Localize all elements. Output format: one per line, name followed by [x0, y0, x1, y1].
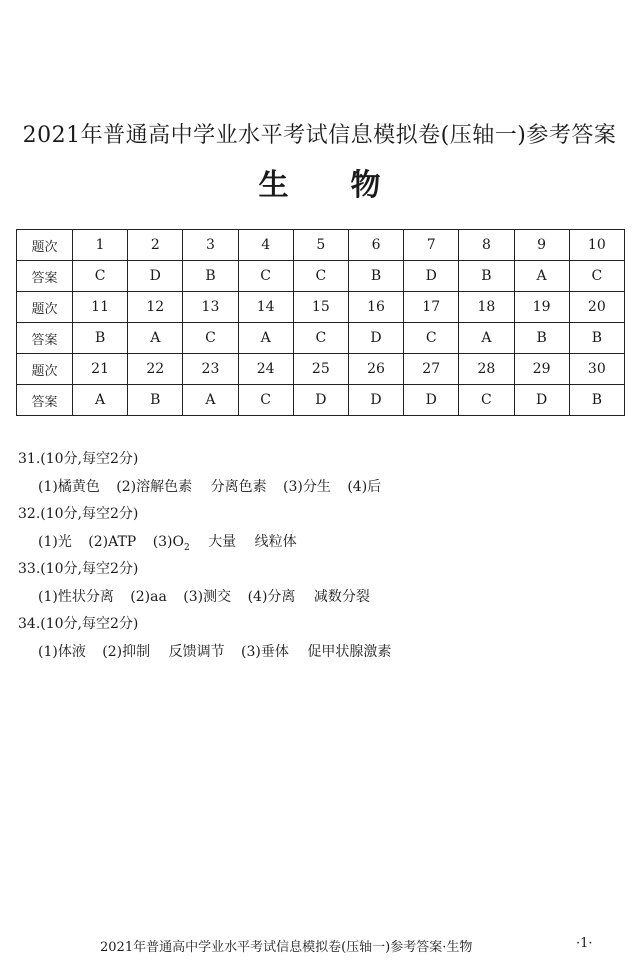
row-label-answer: 答案	[17, 261, 73, 292]
answer-part: (1)橘黄色	[38, 479, 100, 495]
question-number: 1	[73, 230, 128, 261]
answer-cell: B	[73, 323, 128, 354]
answer-part: 大量	[208, 534, 237, 550]
question-number: 7	[404, 230, 459, 261]
answer-part: (2)抑制	[102, 644, 151, 660]
answer-cell: C	[293, 261, 348, 292]
question-number: 20	[569, 292, 624, 323]
table-row-question-numbers	[17, 292, 625, 323]
document-title: 2021年普通高中学业水平考试信息模拟卷(压轴一)参考答案	[22, 123, 617, 148]
question-number: 18	[459, 292, 514, 323]
question-number: 4	[238, 230, 293, 261]
answer-part: (2)溶解色素	[116, 479, 193, 495]
question-31-answers	[18, 473, 623, 501]
row-label-question: 题次	[17, 230, 73, 261]
page-number: ·1·	[576, 936, 593, 951]
answer-cell: C	[404, 323, 459, 354]
answer-cell: D	[293, 385, 348, 416]
answer-part: (1)性状分离	[38, 589, 114, 605]
answer-cell: B	[348, 261, 403, 292]
answer-cell: B	[514, 323, 569, 354]
question-number: 14	[238, 292, 293, 323]
row-label-answer: 答案	[17, 323, 73, 354]
question-number: 25	[293, 354, 348, 385]
subscript-two: 2	[184, 542, 190, 553]
answer-part: (3)垂体	[241, 644, 289, 660]
answer-cell: C	[293, 323, 348, 354]
question-number: 10	[569, 230, 624, 261]
answer-part-oxygen	[152, 534, 190, 553]
answer-cell: C	[183, 323, 238, 354]
question-number: 22	[128, 354, 183, 385]
answer-cell: A	[514, 261, 569, 292]
answer-cell: D	[348, 385, 403, 416]
question-number: 3	[183, 230, 238, 261]
question-34-answers	[18, 638, 623, 666]
row-label-question: 题次	[17, 292, 73, 323]
question-number: 23	[183, 354, 238, 385]
answer-table	[16, 229, 625, 416]
answer-cell: C	[238, 385, 293, 416]
question-number: 15	[293, 292, 348, 323]
table-row-answers	[17, 261, 625, 292]
question-number: 19	[514, 292, 569, 323]
answer-cell: D	[128, 261, 183, 292]
question-33-header: 33.(10分,每空2分)	[18, 561, 139, 577]
answer-cell: D	[404, 385, 459, 416]
answer-cell: C	[459, 385, 514, 416]
question-number: 13	[183, 292, 238, 323]
answer-part: (3)测交	[183, 589, 232, 605]
question-31-header: 31.(10分,每空2分)	[18, 451, 139, 467]
question-number: 21	[73, 354, 128, 385]
answer-cell: D	[348, 323, 403, 354]
answer-part: 线粒体	[254, 534, 297, 550]
table-row-question-numbers	[17, 354, 625, 385]
answer-cell: C	[238, 261, 293, 292]
table-row-answers	[17, 323, 625, 354]
answer-cell: B	[569, 323, 624, 354]
answer-part: (4)分离	[247, 589, 296, 605]
answer-part: 反馈调节	[168, 644, 225, 660]
subject-char-1: 生	[258, 168, 289, 203]
table-row-question-numbers	[17, 230, 625, 261]
answer-part-oxygen-text: (3)O	[152, 534, 184, 550]
question-number: 24	[238, 354, 293, 385]
question-number: 12	[128, 292, 183, 323]
question-number: 26	[348, 354, 403, 385]
question-34-header: 34.(10分,每空2分)	[18, 616, 139, 632]
question-number: 29	[514, 354, 569, 385]
answer-part: 减数分裂	[313, 589, 370, 605]
question-number: 8	[459, 230, 514, 261]
answer-part: (2)ATP	[88, 534, 137, 550]
question-number: 30	[569, 354, 624, 385]
subject-char-2: 物	[350, 168, 381, 203]
answer-cell: A	[73, 385, 128, 416]
question-number: 2	[128, 230, 183, 261]
question-number: 28	[459, 354, 514, 385]
question-33-answers	[18, 583, 623, 611]
table-row-answers	[17, 385, 625, 416]
answer-cell: C	[569, 261, 624, 292]
question-number: 16	[348, 292, 403, 323]
answer-cell: A	[128, 323, 183, 354]
question-number: 17	[404, 292, 459, 323]
answer-cell: B	[569, 385, 624, 416]
answer-cell: D	[514, 385, 569, 416]
answer-part: 分离色素	[210, 479, 267, 495]
question-32-header: 32.(10分,每空2分)	[18, 506, 139, 522]
answer-cell: B	[128, 385, 183, 416]
question-number: 9	[514, 230, 569, 261]
answer-part: (4)后	[347, 479, 382, 495]
answer-cell: A	[183, 385, 238, 416]
question-number: 11	[73, 292, 128, 323]
row-label-question: 题次	[17, 354, 73, 385]
answer-part: 促甲状腺激素	[307, 644, 392, 660]
question-number: 27	[404, 354, 459, 385]
answer-part: (1)体液	[38, 644, 86, 660]
answer-cell: D	[404, 261, 459, 292]
answer-cell: A	[238, 323, 293, 354]
free-response-answers	[18, 446, 623, 666]
subject-title	[0, 160, 639, 204]
row-label-answer: 答案	[17, 385, 73, 416]
answer-part: (1)光	[38, 534, 72, 550]
answer-part: (2)aa	[130, 589, 167, 605]
question-number: 6	[348, 230, 403, 261]
answer-part: (3)分生	[283, 479, 331, 495]
answer-cell: B	[459, 261, 514, 292]
answer-cell: A	[459, 323, 514, 354]
answer-cell: C	[73, 261, 128, 292]
page-footer: 2021年普通高中学业水平考试信息模拟卷(压轴一)参考答案·生物	[100, 940, 473, 955]
question-number: 5	[293, 230, 348, 261]
answer-cell: B	[183, 261, 238, 292]
question-32-answers	[18, 528, 623, 556]
